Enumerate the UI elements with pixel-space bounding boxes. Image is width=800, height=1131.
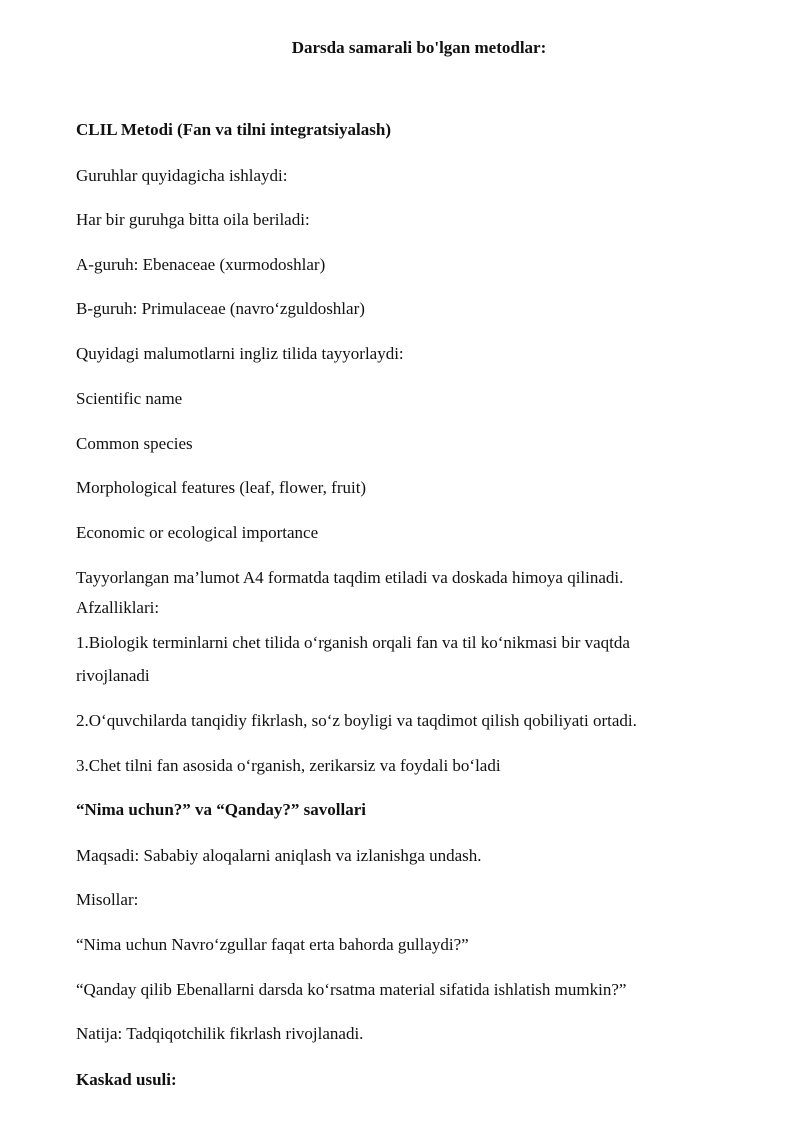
- each-group-text: Har bir guruhga bitta oila beriladi:: [76, 210, 310, 229]
- advantage-1-line2: rivojlanadi: [76, 666, 150, 685]
- example-2-text: “Qanday qilib Ebenallarni darsda ko‘rsatma material sifatida ishlatish mumkin?”: [76, 980, 627, 999]
- list-item: Scientific name: [76, 389, 183, 408]
- list-item: Morphological features (leaf, flower, fruit): [76, 478, 367, 497]
- kaskad-heading: Kaskad usuli:: [76, 1070, 177, 1089]
- example-1-text: “Nima uchun Navro‘zgullar faqat erta bahorda gullaydi?”: [76, 935, 469, 954]
- advantage-3-text: 3.Chet tilni fan asosida o‘rganish, zerikarsiz va foydali bo‘ladi: [76, 756, 501, 775]
- examples-label: Misollar:: [76, 890, 139, 909]
- page-title: Darsda samarali bo'lgan metodlar:: [291, 38, 547, 57]
- group-b-text: B-guruh: Primulaceae (navro‘zguldoshlar): [76, 299, 365, 318]
- prepare-text: Quyidagi malumotlarni ingliz tilida tayyorlaydi:: [76, 344, 404, 363]
- advantage-1-line1: 1.Biologik terminlarni chet tilida o‘rganish orqali fan va til ko‘nikmasi bir vaqtda: [76, 633, 630, 652]
- list-item: Economic or ecological importance: [76, 523, 319, 542]
- group-a-text: A-guruh: Ebenaceae (xurmodoshlar): [76, 255, 326, 274]
- result-text: Natija: Tadqiqotchilik fikrlash rivojlanadi.: [76, 1024, 364, 1043]
- list-item: Common species: [76, 434, 193, 453]
- presentation-text: Tayyorlangan ma’lumot A4 formatda taqdim etiladi va doskada himoya qilinadi.: [76, 568, 624, 587]
- advantages-label: Afzalliklari:: [76, 598, 160, 617]
- groups-intro: Guruhlar quyidagicha ishlaydi:: [76, 166, 288, 185]
- clil-heading: CLIL Metodi (Fan va tilni integratsiyalash): [76, 120, 391, 139]
- advantage-2-text: 2.O‘quvchilarda tanqidiy fikrlash, so‘z boyligi va taqdimot qilish qobiliyati ortadi.: [76, 711, 637, 730]
- goal-text: Maqsadi: Sababiy aloqalarni aniqlash va izlanishga undash.: [76, 846, 482, 865]
- questions-heading: “Nima uchun?” va “Qanday?” savollari: [76, 800, 366, 819]
